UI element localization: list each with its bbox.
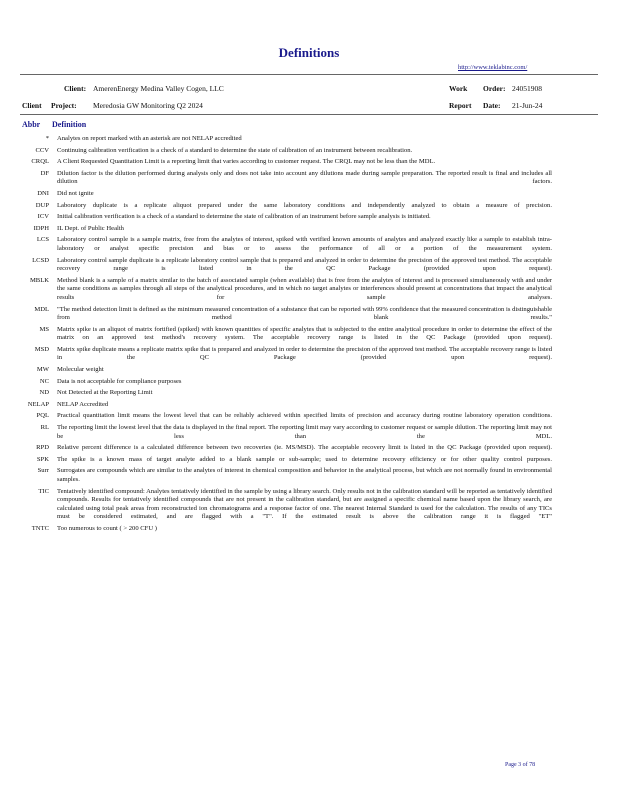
header-divider-top [20,74,598,75]
definition-text: Continuing calibration verification is a check of a standard to determine the state of calibration of an instrument between recalibration. [57,146,413,154]
definition-row [0,424,618,441]
client-label: Client: [64,84,87,93]
abbreviation: DF [40,169,49,177]
definition-row [0,326,618,343]
definition-text: Surrogates are compounds which are similar to the analytes of interest in chemical composition and behavior in the analytical process, but which are not normally found in environmental samples. [57,467,552,483]
project-value: Meredosia GW Monitoring Q2 2024 [93,101,203,110]
definition-row [0,213,618,222]
client-side-label: Client [22,101,42,110]
definition-text: Laboratory control sample duplicate is a replicate laboratory control sample that is prepared and analyzed in order to determine the precision of the approved test method. The acceptable recovery range is listed in the QC Package (provided upon request). [57,256,552,273]
definition-row [0,378,618,387]
definition-row [0,147,618,156]
abbreviation: MSD [34,345,49,353]
definition-row [0,389,618,398]
abbr-column-heading: Abbr [22,120,41,129]
abbreviation: * [45,135,49,142]
abbreviation: MDL [34,305,49,313]
abbreviation: TIC [38,487,49,495]
report-date-value: 21-Jun-24 [512,101,543,110]
definition-text: The spike is a known mass of target analyte added to a blank sample or sub-sample; used to determine recovery efficiency or for other quality control purposes. [57,455,552,463]
abbreviation: CRQL [31,158,49,166]
abbreviation: ND [39,389,49,397]
work-order-label-2: Order: [483,84,506,93]
abbreviation: RL [40,424,49,432]
abbreviation: SPK [36,455,49,463]
work-order-label: Work [449,84,468,93]
definition-row [0,456,618,465]
definition-row [0,401,618,410]
abbreviation: ICV [37,213,49,221]
abbreviation: TNTC [31,524,49,532]
definition-text: The reporting limit the lowest level that the data is displayed in the final report. The reporting limit may vary according to customer request or sample dilution. The reporting limit may not be less than the MDL. [57,424,552,440]
abbreviation: NELAP [27,400,49,408]
header-divider-bottom [20,114,598,115]
definition-text: Did not ignite [57,189,94,197]
definition-text: Initial calibration verification is a check of a standard to determine the state of calibration of an instrument before sample analysis is initiated. [57,213,431,221]
page-title: Definitions [278,45,340,60]
definition-row [0,190,618,199]
definition-text: Molecular weight [57,366,104,374]
report-label: Report [449,101,472,110]
abbreviation: CCV [35,146,49,154]
definition-text: Too numerous to count ( > 200 CFU ) [57,524,157,532]
definition-row [0,444,618,453]
definition-text: Not Detected at the Reporting Limit [57,389,153,397]
definition-text: IL Dept. of Public Health [57,224,124,232]
abbreviation: MBLK [29,276,49,284]
abbreviation: NC [39,377,49,385]
definition-text: Dilution factor is the dilution performed during analysis only and does not take into account any dilutions made during sample preparation. The reported result is final and includes all dilution factors. [57,169,552,186]
abbreviation: DUP [35,201,49,209]
lab-website-link[interactable]: http://www.teklabinc.com/ [458,64,528,71]
client-value: AmerenEnergy Medina Valley Cogen, LLC [93,84,224,93]
page-number: Page 3 of 78 [505,762,536,768]
definition-row [0,366,618,375]
definition-text: Analytes on report marked with an asterisk are not NELAP accredited [57,135,242,142]
definition-text: Laboratory duplicate is a replicate aliquot prepared under the same laboratory conditions and independently analyzed to obtain a measure of precision. [57,201,552,209]
definition-text: Practical quantitation limit means the lowest level that can be reliably achieved within specified limits of precision and accuracy during routine laboratory operation conditions. [57,412,552,420]
definition-row [0,467,618,484]
definition-text: Matrix spike duplicate means a replicate matrix spike that is prepared and analyzed in order to determine the precision of the approved test method. The acceptable recovery range is listed in the QC Package (provided upon request). [57,345,552,362]
abbreviation: MW [36,366,49,374]
definition-text: "The method detection limit is defined as the minimum measured concentration of a substance that can be reported with 99% confidence that the measured concentration is distinguishable from method blank results." [57,305,552,322]
definition-row [0,525,618,534]
definition-row [0,135,618,144]
definition-text: Laboratory control sample is a sample matrix, free from the analytes of interest, spiked with verified known amounts of analytes and analyzed exactly like a sample to establish intra-laboratory or analyst specific precision and bias or to assess the performance of all or a portion of the measurement system. [57,236,552,252]
abbreviation: RPD [36,444,49,452]
definition-row [0,158,618,167]
definitions-list [0,132,618,534]
definition-row [0,306,618,323]
definition-row [0,488,618,522]
definition-text: NELAP Accredited [57,400,109,408]
project-label: Project: [51,101,77,110]
definition-text: Relative percent difference is a calculated difference between two recoveries (ie. MS/MSD). The acceptable recovery limit is listed in the QC Package (provided upon request). [57,444,552,452]
definition-text: Tentatively identified compound: Analytes tentatively identified in the sample by using a library search. Only results not in the calibration standard will be reported as tentatively identified compounds. Results for tentatively identified compounds that are not present in the calibration standard, but are assigned a specific chemical name based upon the library search, are calculated using total peak areas from reconstructed ion chromatograms and a response factor of one. The nearest Internal Standard is used for the calculation. The results of any TICs must be considered estimated, and are flagged with a "T". If the estimated result is above the calibration range it is flagged "ET" [57,487,552,521]
definition-text: Method blank is a sample of a matrix similar to the batch of associated sample (when available) that is free from the analytes of interest and is processed simultaneously with and under the same conditions as samples through all steps of the analytical procedures, and in which no target analytes or interferences should present at concentrations that impact the analytical results for sample analyses. [57,276,552,301]
definition-row [0,257,618,274]
definition-row [0,170,618,187]
definition-text: Matrix spike is an aliquot of matrix fortified (spiked) with known quantities of specific analytes that is subjected to the entire analytical procedure in order to determine the effect of the matrix on an approved test method's recovery system. The acceptable recovery range is listed in the QC Package (provided upon request). [57,325,552,342]
definition-row [0,346,618,363]
abbreviation: PQL [36,412,49,420]
definition-text: Data is not acceptable for compliance purposes [57,377,182,385]
abbreviation: DNI [37,189,49,197]
definition-row [0,412,618,421]
report-date-label: Date: [483,101,501,110]
definition-text: A Client Requested Quantitation Limit is a reporting limit that varies according to customer request. The CRQL may not be less than the MDL. [57,158,436,166]
work-order-value: 24051908 [512,84,542,93]
definition-row [0,236,618,253]
abbreviation: LCS [36,236,49,244]
definition-row [0,225,618,234]
abbreviation: IDPH [33,224,49,232]
definition-column-heading: Definition [52,120,87,129]
abbreviation: MS [39,325,49,333]
definition-row [0,277,618,303]
definition-row [0,202,618,211]
abbreviation: Surr [37,467,49,475]
abbreviation: LCSD [32,256,49,264]
